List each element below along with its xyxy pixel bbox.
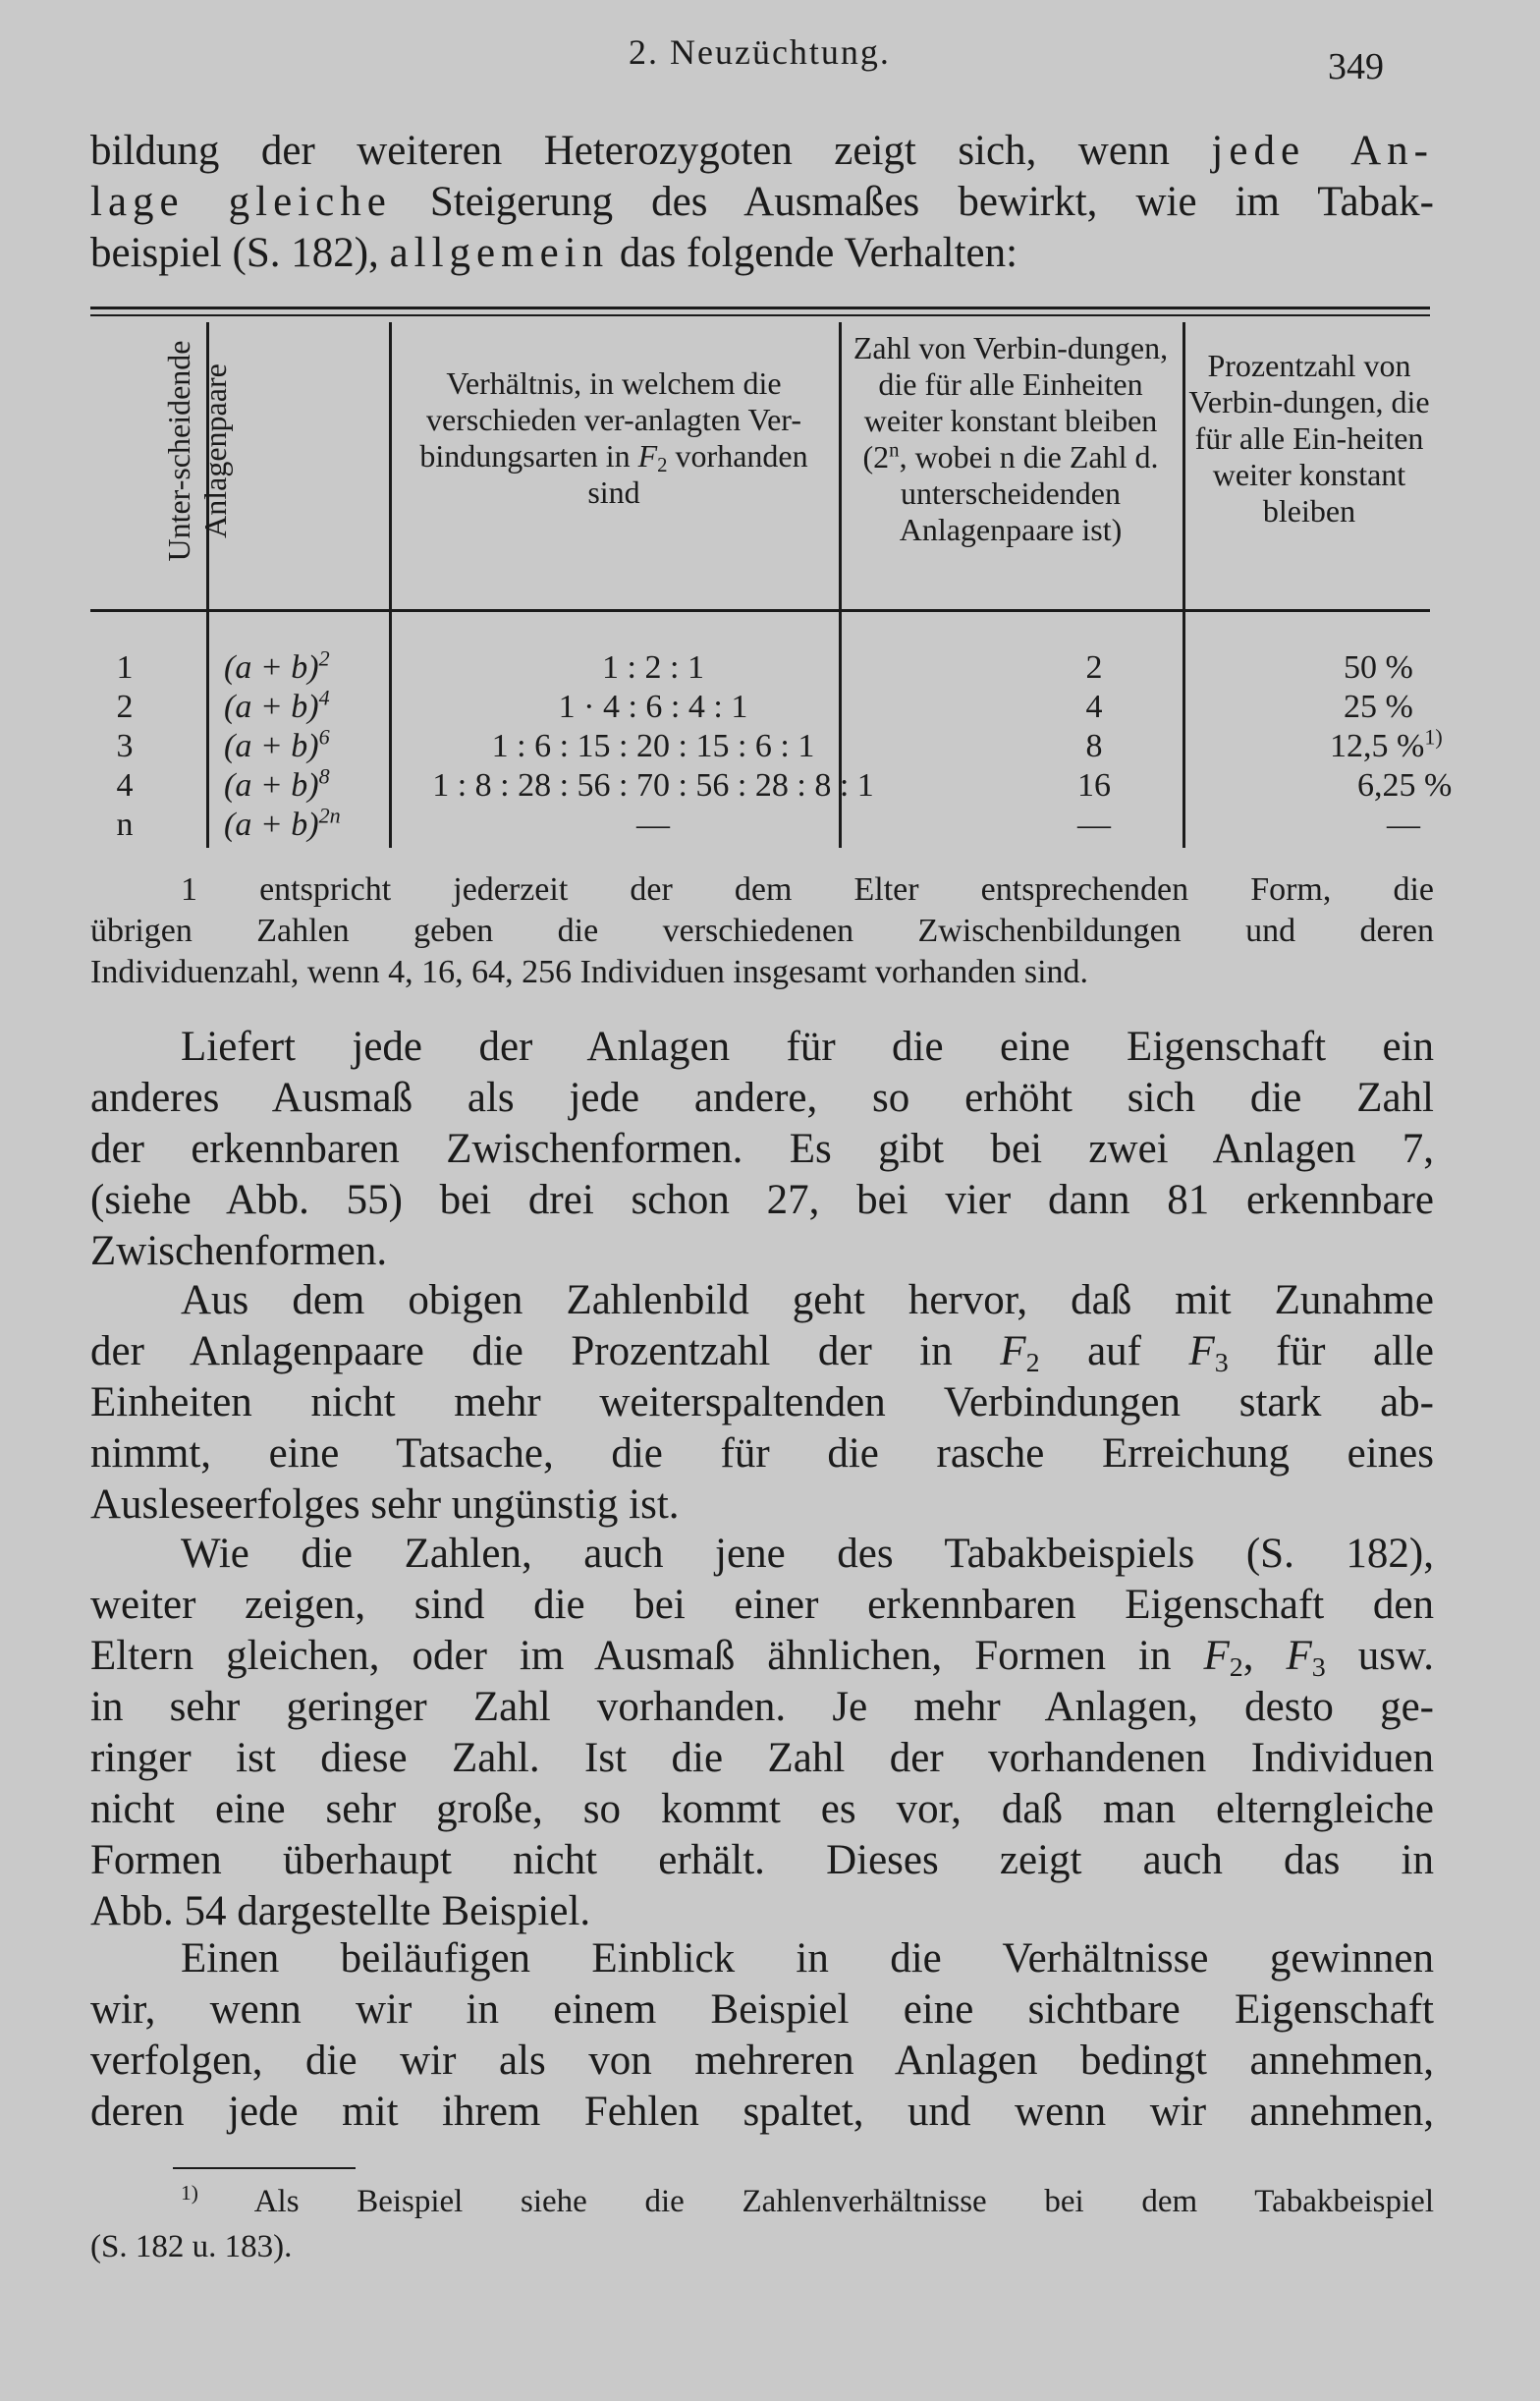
row-ratio: —: [636, 807, 670, 843]
row-count: 4: [1085, 689, 1103, 725]
row-percent: 50 %: [1344, 649, 1413, 686]
text-line: Wie die Zahlen, auch jene des Tabakbeispiels (S. 182),: [181, 1531, 1434, 1577]
text-run: bildung der weiteren Heterozygoten zeigt sich, wenn: [90, 128, 1212, 174]
header-text: , wobei n die Zahl d. unterscheidenden Anlagenpaare ist): [899, 439, 1159, 547]
text-line: wir, wenn wir in einem Beispiel eine sichtbare Eigenschaft: [90, 1986, 1434, 2033]
text-run: auf: [1039, 1328, 1189, 1374]
paragraph: [90, 1529, 1434, 1937]
row-formula: [224, 685, 371, 727]
text-line: Einen beiläufigen Einblick in die Verhältnisse gewinnen: [181, 1935, 1434, 1982]
generation-symbol: F: [1286, 1633, 1312, 1679]
row-count: —: [1077, 807, 1111, 843]
row-ratio: 1 : 6 : 15 : 20 : 15 : 6 : 1: [491, 728, 815, 764]
text-run: Steigerung des Ausmaßes bewirkt, wie im Tabak-: [391, 179, 1434, 225]
header-text: vorhanden sind: [587, 438, 808, 510]
paragraph: [90, 1275, 1434, 1531]
formula-text: (a + b): [224, 728, 319, 764]
text-line: Abb. 54 dargestellte Beispiel.: [90, 1888, 591, 1934]
text-line: nimmt, eine Tatsache, die für die rasche Erreichung eines: [90, 1430, 1434, 1477]
text-line: übrigen Zahlen geben die verschiedenen Zwischenbildungen und deren: [90, 913, 1434, 949]
text-line: [90, 1326, 1434, 1377]
text-line: [90, 1631, 1434, 1682]
text-line: 1 entspricht jederzeit der dem Elter entsprechenden Form, die: [181, 871, 1434, 908]
header-unterscheidende-anlagenpaare: Unter-scheidende Anlagenpaare: [161, 340, 233, 562]
percent-value: 12,5 %: [1330, 728, 1425, 764]
exponent: 8: [318, 763, 330, 789]
paragraph: [90, 1933, 1434, 2138]
chapter-title: 2. Neuzüchtung.: [629, 32, 891, 72]
header-zahl-verbindungen: [845, 330, 1177, 548]
text-line: Liefert jede der Anlagen für die eine Eigenschaft ein: [181, 1024, 1434, 1070]
exponent: 6: [318, 724, 330, 750]
row-count: 2: [1085, 649, 1103, 686]
row-ratio: 1 : 8 : 28 : 56 : 70 : 56 : 28 : 8 : 1: [432, 767, 874, 804]
row-percent: —: [1387, 807, 1420, 843]
row-percent: 6,25 %: [1357, 767, 1453, 804]
row-index: n: [116, 807, 134, 843]
text-line: (S. 182 u. 183).: [90, 2229, 293, 2264]
generation-symbol: F: [1188, 1328, 1215, 1374]
text-line: [90, 177, 1434, 228]
emphasis-text: lage gleiche: [90, 179, 392, 225]
header-text: (2: [862, 439, 890, 475]
row-index: 3: [116, 728, 134, 764]
row-count: 8: [1085, 728, 1103, 764]
header-prozentzahl: Prozentzahl von Verbin-dungen, die für alle Ein-heiten weiter konstant bleiben: [1188, 348, 1430, 529]
row-count: 16: [1077, 767, 1111, 804]
text-line: [90, 228, 1434, 279]
text-line: [90, 126, 1434, 177]
emphasis-text: jede An-: [1211, 128, 1434, 174]
footnote-rule: [173, 2167, 356, 2169]
text-line: weiter zeigen, sind die bei einer erkennbaren Eigenschaft den: [90, 1582, 1434, 1628]
subscript: 2: [1025, 1347, 1040, 1378]
text-run: für alle: [1228, 1328, 1435, 1374]
text-line: nicht eine sehr große, so kommt es vor, daß man elterngleiche: [90, 1786, 1434, 1832]
running-head: [0, 28, 1540, 86]
text-line: Individuenzahl, wenn 4, 16, 64, 256 Individuen insgesamt vorhanden sind.: [90, 954, 1089, 990]
row-percent: [1265, 724, 1516, 766]
text-run: Als Beispiel siehe die Zahlenverhältnisse bei dem Tabakbeispiel: [197, 2184, 1434, 2219]
table-note: [90, 869, 1434, 993]
generation-symbol: F: [1000, 1328, 1026, 1374]
subscript: 2: [657, 454, 668, 477]
header-verhaeltnis: [395, 365, 833, 511]
row-percent: 25 %: [1344, 689, 1413, 725]
intro-paragraph: [90, 126, 1434, 279]
table-header-rule: [90, 609, 1430, 612]
row-ratio: 1 · 4 : 6 : 4 : 1: [558, 689, 748, 725]
text-run: der Anlagenpaare die Prozentzahl der in: [90, 1328, 1001, 1374]
exponent: 2: [318, 645, 330, 671]
subscript: 3: [1311, 1651, 1326, 1683]
text-run: usw.: [1325, 1633, 1435, 1679]
footnote-marker: 1): [1424, 724, 1443, 750]
formula-text: (a + b): [224, 649, 319, 686]
header-text: Zahl von Verbin-dungen, die für alle Einheiten weiter konstant bleiben: [852, 330, 1169, 438]
page-number: 349: [1328, 46, 1384, 87]
row-formula: [224, 724, 371, 766]
segregation-table: [90, 307, 1453, 847]
emphasis-text: allgemein: [389, 230, 610, 276]
text-line: Aus dem obigen Zahlenbild geht hervor, daß mit Zunahme: [181, 1277, 1434, 1323]
row-ratio: 1 : 2 : 1: [602, 649, 704, 686]
text-run: das folgende Verhalten:: [609, 230, 1018, 276]
text-line: [90, 2179, 1434, 2224]
text-run: beispiel (S. 182),: [90, 230, 390, 276]
row-index: 1: [116, 649, 134, 686]
text-line: verfolgen, die wir als von mehreren Anlagen bedingt annehmen,: [90, 2038, 1434, 2084]
text-run: ,: [1242, 1633, 1287, 1679]
table-top-rule-thin: [90, 314, 1430, 316]
text-run: Eltern gleichen, oder im Ausmaß ähnlichen, Formen in: [90, 1633, 1204, 1679]
text-line: Zwischenformen.: [90, 1228, 388, 1274]
row-formula: [224, 803, 371, 845]
header-text: Verhältnis, in welchem die verschieden ver-anlagten Ver-bindungsarten in: [419, 365, 801, 474]
table-top-rule: [90, 307, 1430, 309]
superscript: n: [889, 438, 900, 462]
text-line: anderes Ausmaß als jede andere, so erhöht sich die Zahl: [90, 1075, 1434, 1121]
row-formula: [224, 763, 371, 806]
row-index: 4: [116, 767, 134, 804]
text-line: der erkennbaren Zwischenformen. Es gibt bei zwei Anlagen 7,: [90, 1126, 1434, 1172]
formula-text: (a + b): [224, 689, 319, 725]
subscript: 3: [1214, 1347, 1229, 1378]
generation-symbol: F: [1203, 1633, 1230, 1679]
subscript: 2: [1229, 1651, 1243, 1683]
text-line: Ausleseerfolges sehr ungünstig ist.: [90, 1481, 680, 1528]
formula-text: (a + b): [224, 807, 319, 843]
text-line: Einheiten nicht mehr weiterspaltenden Verbindungen stark ab-: [90, 1379, 1434, 1425]
text-line: Formen überhaupt nicht erhält. Dieses zeigt auch das in: [90, 1837, 1434, 1883]
paragraph: [90, 1022, 1434, 1277]
row-index: 2: [116, 689, 134, 725]
text-line: deren jede mit ihrem Fehlen spaltet, und wenn wir annehmen,: [90, 2089, 1434, 2135]
row-formula: [224, 645, 371, 688]
footnote-marker: 1): [181, 2181, 198, 2205]
exponent: 2n: [318, 803, 341, 828]
text-line: (siehe Abb. 55) bei drei schon 27, bei vier dann 81 erkennbare: [90, 1177, 1434, 1223]
footnote: [90, 2179, 1434, 2269]
exponent: 4: [318, 685, 330, 710]
text-line: ringer ist diese Zahl. Ist die Zahl der vorhandenen Individuen: [90, 1735, 1434, 1781]
formula-text: (a + b): [224, 767, 319, 804]
text-line: in sehr geringer Zahl vorhanden. Je mehr Anlagen, desto ge-: [90, 1684, 1434, 1730]
generation-symbol: F: [637, 438, 658, 474]
